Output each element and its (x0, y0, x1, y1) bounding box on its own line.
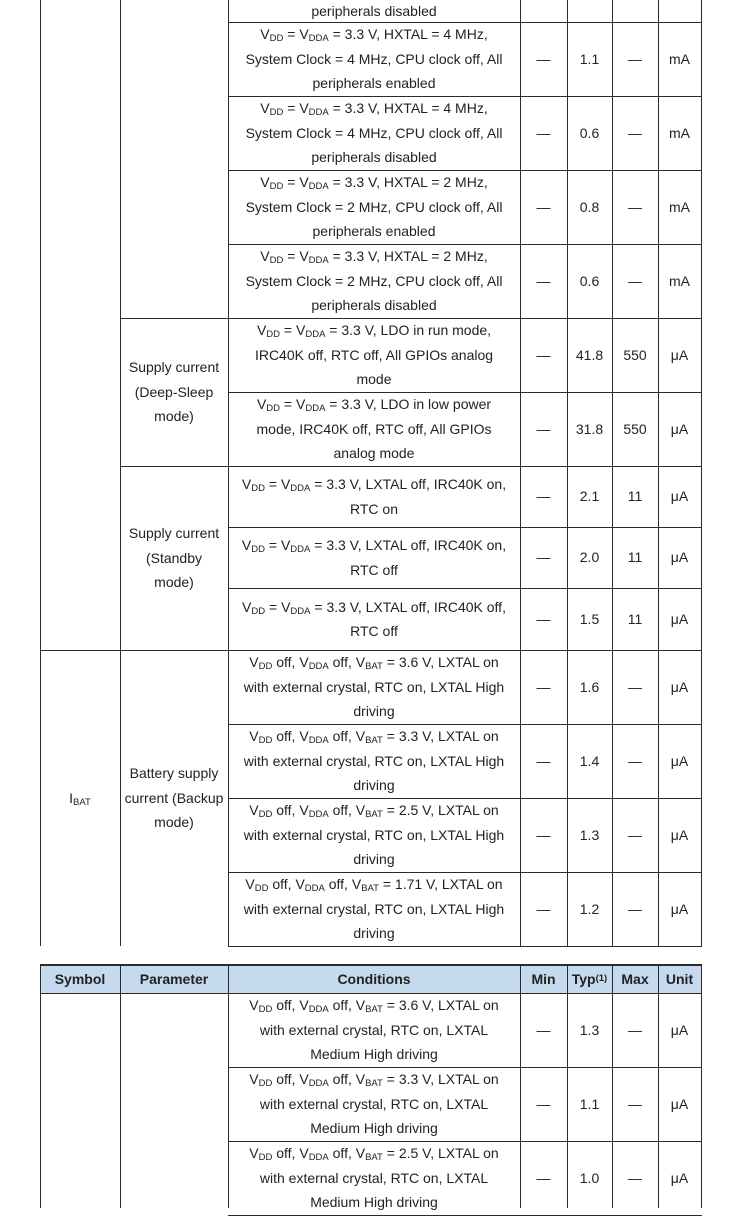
min-cell (520, 724, 567, 798)
typ-cell (567, 650, 612, 724)
conditions-cell (228, 527, 520, 588)
column-border (701, 964, 702, 1208)
typ-cell (567, 588, 612, 650)
typ-cell-line: 0.6 (579, 124, 600, 141)
min-cell-line: — (536, 488, 551, 505)
typ-cell (567, 318, 612, 392)
min-cell-line: — (536, 346, 551, 363)
min-cell (520, 1067, 567, 1141)
conditions-cell-line: $V_{DD} = V_{DDA} = 3.3$ V, LDO in run mode, (256, 322, 492, 341)
max-cell (612, 798, 658, 872)
unit-cell-line: μA (670, 488, 689, 505)
max-cell (612, 872, 658, 946)
conditions-cell-line: $V_{DD}$ off, $V_{DDA}$ off, $V_{BAT} = 3.3$ V, LXTAL on (249, 1071, 499, 1090)
typ-cell (567, 96, 612, 170)
conditions-cell-line: System Clock = 4 MHz, CPU clock off, All (245, 124, 503, 141)
conditions-cell-line: $V_{DD}$ off, $V_{DDA}$ off, $V_{BAT} = 3.6$ V, LXTAL on (249, 997, 499, 1016)
conditions-cell-line: analog mode (333, 445, 415, 462)
min-cell (520, 392, 567, 466)
conditions-cell-line: driving (353, 925, 395, 942)
conditions-cell-line: peripherals enabled (312, 223, 436, 240)
min-cell-line: — (536, 1021, 551, 1038)
typ-cell-line: 1.3 (579, 826, 600, 843)
unit-cell-line: μA (670, 610, 689, 627)
parameter-cell-line: Battery supply (129, 765, 219, 782)
typ-cell-line: 0.8 (579, 198, 600, 215)
conditions-cell (228, 724, 520, 798)
conditions-cell-line: peripherals disabled (311, 149, 437, 166)
typ-cell (567, 22, 612, 96)
conditions-cell-line: $V_{DD}$ off, $V_{DDA}$ off, $V_{BAT} = 1.71$ V, LXTAL on (245, 876, 503, 895)
typ-cell-line: 0.6 (579, 272, 600, 289)
conditions-cell-line: with external crystal, RTC on, LXTAL (259, 1021, 489, 1038)
conditions-cell (228, 872, 520, 946)
unit-cell (658, 527, 701, 588)
header-max-label: Max (621, 970, 649, 987)
min-cell (520, 318, 567, 392)
conditions-cell-line: with external crystal, RTC on, LXTAL (259, 1095, 489, 1112)
parameter-cell (120, 466, 228, 650)
min-cell (520, 170, 567, 244)
min-cell (520, 993, 567, 1067)
typ-cell-line: 1.2 (579, 900, 600, 917)
unit-cell (658, 466, 701, 527)
typ-cell-line: 1.6 (579, 678, 600, 695)
max-cell-line: — (628, 1095, 642, 1112)
max-cell-line: — (628, 1169, 642, 1186)
min-cell-line: — (536, 826, 551, 843)
min-cell-line: — (536, 900, 551, 917)
max-cell (612, 588, 658, 650)
conditions-cell-line: $V_{DD} = V_{DDA} = 3.3$ V, LDO in low power (256, 396, 492, 415)
typ-cell-line: 1.0 (579, 1169, 600, 1186)
max-cell-line: — (628, 1021, 642, 1038)
min-cell-line: — (536, 1169, 551, 1186)
conditions-cell-line: $V_{DD}$ off, $V_{DDA}$ off, $V_{BAT} = 2.5$ V, LXTAL on (249, 1145, 499, 1164)
header-unit (658, 964, 701, 993)
unit-cell-line: μA (670, 346, 689, 363)
max-cell (612, 318, 658, 392)
max-cell-line: — (628, 678, 642, 695)
parameter-cell (120, 650, 228, 946)
conditions-cell-line: $V_{DD} = V_{DDA} = 3.3$ V, LXTAL off, IRC40K on, (241, 476, 507, 494)
min-cell-line: — (536, 50, 551, 67)
conditions-cell-line: peripherals enabled (312, 75, 436, 92)
max-cell (612, 1141, 658, 1215)
max-cell-line: — (628, 826, 642, 843)
conditions-cell-line: Medium High driving (310, 1120, 438, 1137)
header-symbol (40, 964, 120, 993)
typ-cell (567, 466, 612, 527)
typ-cell (567, 1141, 612, 1215)
max-cell-line: — (628, 752, 642, 769)
conditions-cell (228, 170, 520, 244)
conditions-cell (228, 588, 520, 650)
conditions-cell-line: System Clock = 2 MHz, CPU clock off, All (245, 198, 503, 215)
unit-cell (658, 588, 701, 650)
conditions-cell (228, 392, 520, 466)
conditions-cell (228, 1067, 520, 1141)
unit-cell-line: μA (670, 549, 689, 566)
max-cell (612, 22, 658, 96)
unit-cell-line: μA (670, 900, 689, 917)
conditions-cell-line: with external crystal, RTC on, LXTAL High (243, 900, 505, 917)
typ-cell-line: 1.4 (579, 752, 600, 769)
conditions-cell-line: IRC40K off, RTC off, All GPIOs analog (254, 346, 494, 363)
typ-cell-line: 1.3 (579, 1021, 600, 1038)
header-conditions (228, 964, 520, 993)
conditions-cell (228, 318, 520, 392)
unit-cell (658, 22, 701, 96)
max-cell (612, 96, 658, 170)
min-cell (520, 96, 567, 170)
conditions-cell (228, 96, 520, 170)
unit-cell (658, 872, 701, 946)
max-cell (612, 724, 658, 798)
conditions-cell-line: peripherals disabled (311, 2, 437, 19)
typ-cell (567, 527, 612, 588)
conditions-cell-line: $V_{DD} = V_{DDA} = 3.3$ V, HXTAL = 2 MHz, (260, 174, 488, 193)
max-cell-line: 11 (627, 488, 643, 505)
max-cell (612, 650, 658, 724)
typ-cell-line: 2.1 (579, 488, 600, 505)
parameter-cell-line: (Standby (145, 549, 203, 566)
conditions-cell-line: RTC off (350, 561, 398, 578)
typ-cell-line: 1.5 (579, 610, 600, 627)
typ-cell (567, 798, 612, 872)
max-cell (612, 392, 658, 466)
typ-cell-line: 31.8 (575, 420, 604, 437)
conditions-cell (228, 798, 520, 872)
typ-cell-line: 1.1 (579, 1095, 600, 1112)
min-cell-line: — (536, 549, 551, 566)
unit-cell-line: μA (670, 1095, 689, 1112)
unit-cell (658, 170, 701, 244)
unit-cell (658, 1067, 701, 1141)
conditions-cell (228, 0, 520, 22)
unit-cell (658, 724, 701, 798)
conditions-cell-line: Medium High driving (310, 1194, 438, 1211)
max-cell (612, 993, 658, 1067)
unit-cell (658, 318, 701, 392)
typ-cell (567, 170, 612, 244)
column-border (701, 0, 702, 947)
conditions-cell-line: $V_{DD}$ off, $V_{DDA}$ off, $V_{BAT} = 3.6$ V, LXTAL on (249, 654, 499, 673)
typ-cell (567, 993, 612, 1067)
typ-cell (567, 244, 612, 318)
header-max (612, 964, 658, 993)
unit-cell-line: mA (669, 124, 690, 141)
max-cell-line: 11 (627, 610, 643, 627)
max-cell-line: — (628, 272, 642, 289)
max-cell (612, 1067, 658, 1141)
min-cell (520, 527, 567, 588)
conditions-cell (228, 22, 520, 96)
symbol-cell (40, 650, 120, 946)
conditions-cell-line: RTC on (350, 500, 398, 517)
unit-cell-line: μA (670, 752, 689, 769)
conditions-cell-line: System Clock = 4 MHz, CPU clock off, All (245, 50, 503, 67)
unit-cell (658, 392, 701, 466)
conditions-cell (228, 650, 520, 724)
conditions-cell-line: $V_{DD} = V_{DDA} = 3.3$ V, LXTAL off, IRC40K off, (242, 598, 506, 617)
parameter-cell-line: mode) (154, 408, 194, 425)
max-cell-line: — (628, 198, 642, 215)
conditions-cell (228, 993, 520, 1067)
conditions-cell (228, 1141, 520, 1215)
header-typ-label: Typ (571, 970, 596, 987)
unit-cell (658, 244, 701, 318)
max-cell-line: — (628, 900, 642, 917)
column-border (120, 964, 121, 1208)
max-cell-line: 550 (623, 420, 647, 437)
conditions-cell-line: driving (353, 851, 395, 868)
conditions-cell-line: mode, IRC40K off, RTC off, All GPIOs (256, 420, 492, 437)
unit-cell (658, 1141, 701, 1215)
conditions-cell-line: $V_{DD} = V_{DDA} = 3.3$ V, HXTAL = 4 MHz, (260, 26, 488, 45)
max-cell (612, 466, 658, 527)
typ-cell (567, 872, 612, 946)
conditions-cell-line: $V_{DD} = V_{DDA} = 3.3$ V, HXTAL = 2 MHz, (260, 248, 488, 267)
unit-cell (658, 993, 701, 1067)
min-cell-line: — (536, 752, 551, 769)
header-min (520, 964, 567, 993)
min-cell (520, 244, 567, 318)
conditions-cell-line: with external crystal, RTC on, LXTAL (259, 1169, 489, 1186)
max-cell (612, 170, 658, 244)
header-parameter-label: Parameter (139, 970, 209, 987)
min-cell-line: — (536, 610, 551, 627)
min-cell (520, 650, 567, 724)
parameter-cell (120, 318, 228, 466)
symbol-ibat: $I_{BAT}$ (69, 789, 91, 808)
header-min-label: Min (531, 970, 556, 987)
min-cell-line: — (536, 678, 551, 695)
min-cell (520, 588, 567, 650)
header-symbol-label: Symbol (54, 970, 106, 987)
unit-cell (658, 650, 701, 724)
parameter-cell-line: (Deep-Sleep (134, 383, 214, 400)
unit-cell (658, 798, 701, 872)
typ-cell-line: 1.1 (579, 50, 600, 67)
conditions-cell-line: mode (356, 371, 392, 388)
conditions-cell-line: with external crystal, RTC on, LXTAL High (243, 826, 505, 843)
unit-cell-line: μA (670, 1169, 689, 1186)
min-cell (520, 872, 567, 946)
conditions-cell-line: peripherals disabled (311, 297, 437, 314)
conditions-cell-line: $V_{DD} = V_{DDA} = 3.3$ V, HXTAL = 4 MHz, (260, 100, 488, 119)
typ-cell (567, 392, 612, 466)
typ-cell-line: 2.0 (579, 549, 600, 566)
header-unit-label: Unit (665, 970, 694, 987)
max-cell (612, 527, 658, 588)
unit-cell-line: mA (669, 198, 690, 215)
parameter-cell-line: Supply current (128, 525, 220, 542)
typ-cell (567, 724, 612, 798)
min-cell-line: — (536, 124, 551, 141)
min-cell-line: — (536, 1095, 551, 1112)
header-typ: Typ (1) (571, 970, 608, 987)
conditions-cell-line: Medium High driving (310, 1046, 438, 1063)
min-cell-line: — (536, 420, 551, 437)
min-cell (520, 1141, 567, 1215)
conditions-cell-line: $V_{DD} = V_{DDA} = 3.3$ V, LXTAL off, IRC40K on, (241, 537, 507, 555)
min-cell-line: — (536, 272, 551, 289)
header-conditions-label: Conditions (337, 970, 411, 987)
conditions-cell-line: RTC off (350, 623, 398, 639)
conditions-cell (228, 244, 520, 318)
min-cell-line: — (536, 198, 551, 215)
header-parameter (120, 964, 228, 993)
unit-cell-line: mA (669, 272, 690, 289)
conditions-cell-line: driving (353, 703, 395, 720)
min-cell (520, 798, 567, 872)
conditions-cell-line: System Clock = 2 MHz, CPU clock off, All (245, 272, 503, 289)
parameter-cell-line: Supply current (128, 359, 220, 376)
conditions-cell-line: $V_{DD}$ off, $V_{DDA}$ off, $V_{BAT} = 3.3$ V, LXTAL on (249, 728, 499, 747)
typ-cell (567, 1067, 612, 1141)
parameter-cell-line: mode) (154, 574, 194, 591)
max-cell-line: 550 (623, 346, 647, 363)
parameter-cell-line: current (Backup (124, 789, 224, 806)
conditions-cell (228, 466, 520, 527)
unit-cell (658, 96, 701, 170)
unit-cell-line: μA (670, 678, 689, 695)
unit-cell-line: μA (670, 1021, 689, 1038)
min-cell (520, 466, 567, 527)
max-cell-line: — (628, 124, 642, 141)
unit-cell-line: μA (670, 420, 689, 437)
conditions-cell-line: driving (353, 777, 395, 794)
max-cell-line: 11 (627, 549, 643, 566)
typ-cell-line: 41.8 (575, 346, 604, 363)
column-border (40, 964, 41, 1208)
conditions-cell-line: $V_{DD}$ off, $V_{DDA}$ off, $V_{BAT} = 2.5$ V, LXTAL on (249, 802, 499, 821)
max-cell-line: — (628, 50, 642, 67)
unit-cell-line: μA (670, 826, 689, 843)
max-cell (612, 244, 658, 318)
conditions-cell-line: with external crystal, RTC on, LXTAL High (243, 752, 505, 769)
min-cell (520, 22, 567, 96)
parameter-cell-line: mode) (154, 814, 194, 831)
row-border (228, 946, 702, 947)
unit-cell-line: mA (669, 50, 690, 67)
conditions-cell-line: with external crystal, RTC on, LXTAL High (243, 678, 505, 695)
